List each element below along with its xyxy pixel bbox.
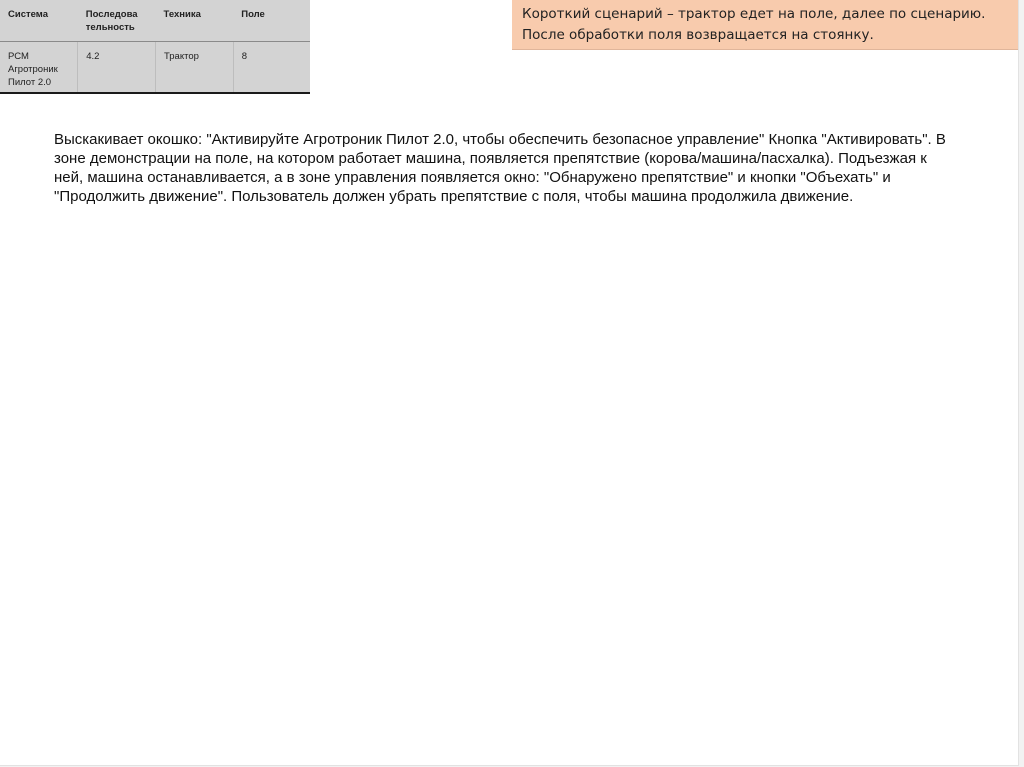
scenario-note: Короткий сценарий – трактор едет на поле, далее по сценарию. После обработки поля возвращается на стоянку. bbox=[512, 0, 1018, 50]
cell-sequence: 4.2 bbox=[78, 42, 156, 94]
table-header-row bbox=[0, 0, 310, 42]
header-machine: Техника bbox=[156, 0, 234, 42]
cell-field: 8 bbox=[241, 51, 248, 62]
header-field: Поле bbox=[233, 0, 310, 42]
cell-machine: Трактор bbox=[156, 42, 234, 94]
header-system: Система bbox=[0, 0, 78, 42]
table-row bbox=[0, 42, 310, 94]
scenario-table bbox=[0, 0, 310, 94]
scenario-description: Выскакивает окошко: "Активируйте Агротроник Пилот 2.0, чтобы обеспечить безопасное управление" Кнопка "Активировать". В зоне демонстрации на поле, на котором работает машина, появляется препятствие (корова/машина/пасхалка). Подъезжая к ней, машина останавливается, а в зоне управления появляется окно: "Обнаружено препятствие" и кнопки "Объехать" и "Продолжить движение". Пользователь должен убрать препятствие с поля, чтобы машина продолжила движение. bbox=[54, 131, 946, 205]
cell-system: РСМ Агротроник Пилот 2.0 bbox=[0, 42, 78, 94]
header-sequence: Последова тельность bbox=[78, 0, 156, 42]
